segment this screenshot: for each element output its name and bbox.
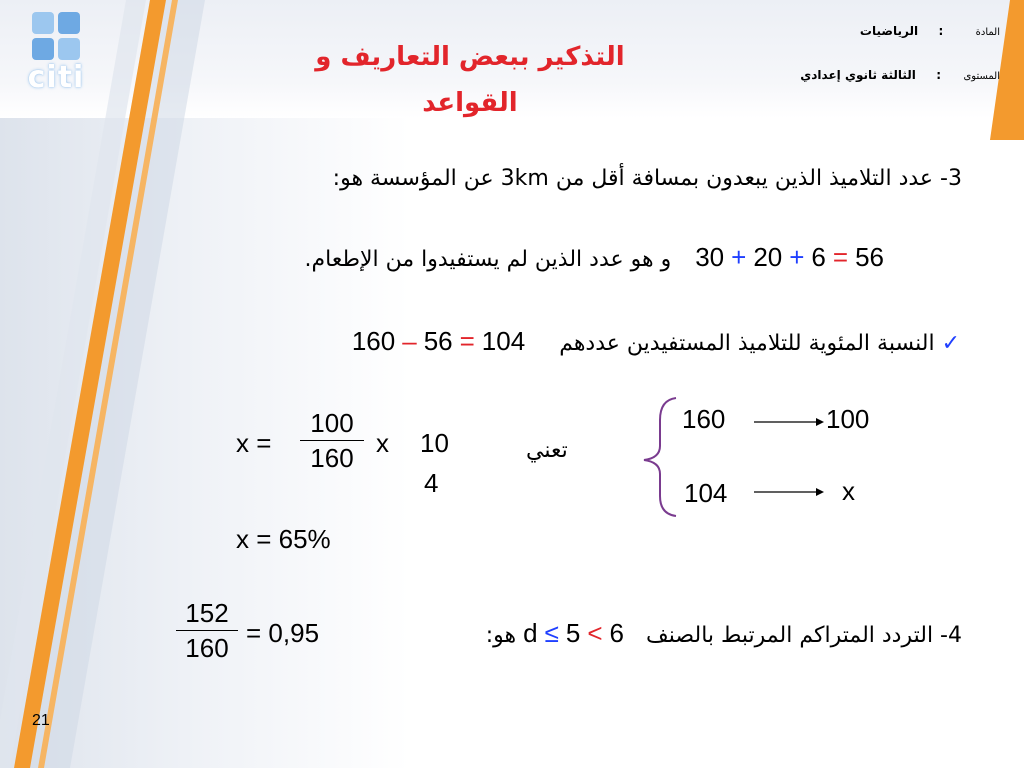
brace-icon	[644, 398, 676, 516]
sum-result: 56	[855, 242, 884, 272]
arrow-1-head	[816, 418, 824, 426]
sum-a: 6	[811, 242, 826, 272]
level-key: المستوى	[963, 71, 1000, 82]
level-value: الثالثة ثانوي إعدادي	[800, 68, 916, 82]
item4-le: ≤	[544, 618, 559, 648]
logo-text: citi	[27, 60, 85, 95]
subject-sep: :	[938, 24, 944, 38]
item4-denominator: 160	[185, 633, 229, 663]
formula-lhs: x =	[236, 428, 272, 458]
means-label: تعني	[526, 438, 568, 463]
bullet-equals: =	[459, 326, 475, 356]
bullet-a: 56	[423, 326, 453, 356]
item4-upper: 6	[609, 618, 625, 648]
sum-c: 30	[695, 242, 725, 272]
prop-r1-left: 160	[682, 404, 726, 434]
sum-equals: =	[832, 242, 849, 272]
sum-b: 20	[753, 242, 783, 272]
sum-description: و هو عدد الذين لم يستفيدوا من الإطعام.	[304, 247, 672, 272]
page-number: 21	[32, 712, 50, 729]
formula-denominator: 160	[310, 443, 354, 473]
formula-fraction	[300, 408, 364, 473]
level-sep: :	[936, 68, 942, 82]
sum-plus-1: +	[789, 242, 805, 272]
formula-factor-line2: 4	[424, 468, 439, 498]
subject-value: الرياضيات	[859, 24, 919, 38]
formula-numerator: 100	[310, 408, 354, 438]
prop-r1-right: 100	[826, 404, 870, 434]
bullet-minus: –	[402, 326, 417, 356]
bullet-text: النسبة المئوية للتلاميذ المستفيدين عددهم	[559, 331, 935, 356]
item4-eq: =	[246, 618, 262, 648]
item4-text: 4- التردد المتراكم المرتبط بالصنف	[646, 623, 962, 648]
item4-line	[486, 618, 962, 649]
subject-key: المادة	[975, 27, 1000, 38]
item4-greater: >	[587, 618, 603, 648]
item4-value: 0,95	[268, 618, 320, 648]
bullet-result: 104	[481, 326, 526, 356]
formula-times: x	[376, 428, 389, 458]
item4-is: هو:	[485, 623, 517, 648]
item3-statement: 3- عدد التلاميذ الذين يبعدون بمسافة أقل من 3km عن المؤسسة هو:	[332, 166, 962, 191]
formula-factor-line1: 10	[420, 428, 449, 458]
slide-title: التذكير ببعض التعاريف و القواعد	[315, 42, 625, 118]
item4-fraction	[176, 598, 238, 663]
arrow-2-head	[816, 488, 824, 496]
sum-plus-2: +	[731, 242, 747, 272]
item4-lower: 5	[565, 618, 581, 648]
item4-numerator: 152	[185, 598, 229, 628]
item4-value-line	[246, 618, 319, 649]
prop-r2-left: 104	[684, 478, 728, 508]
formula-result: x = 65%	[236, 524, 331, 554]
bullet-b: 160	[351, 326, 396, 356]
check-icon: ✓	[941, 331, 960, 356]
prop-r2-right: x	[842, 476, 855, 506]
item4-d: d	[523, 618, 538, 648]
